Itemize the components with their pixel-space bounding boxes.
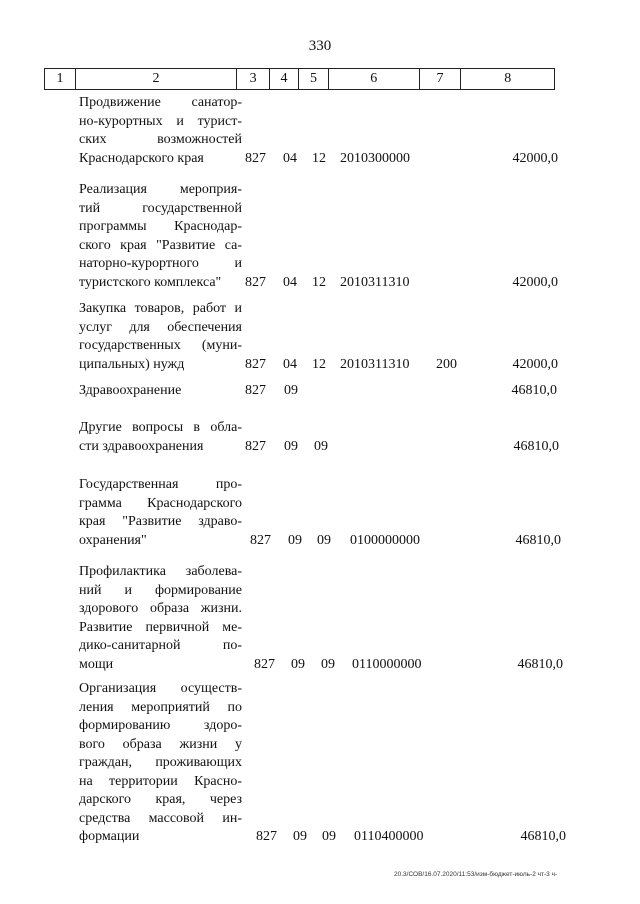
row-8-c4: 09 (293, 829, 307, 844)
row-8-description (79, 680, 242, 847)
row-1-description (79, 94, 242, 168)
row-5-c5: 09 (314, 438, 328, 454)
row-4-amount: 46810,0 (511, 383, 557, 398)
row-3-line-3: государственных (муни- (79, 338, 242, 353)
row-7-description (79, 563, 242, 674)
header-col-6: 6 (329, 69, 420, 89)
row-7-c6: 0110000000 (352, 656, 422, 672)
row-8-amount: 46810,0 (520, 829, 566, 844)
row-6-line-4: охранения" (79, 532, 147, 548)
row-6-line-2: грамма Краснодарского (79, 495, 242, 511)
page-number: 330 (308, 38, 332, 54)
row-7-line-1: Профилактика заболева- (79, 564, 242, 579)
row-5-c4: 09 (284, 438, 298, 454)
row-7-c5: 09 (321, 656, 335, 672)
row-3-c6: 2010311310 (340, 356, 410, 372)
row-3-c3: 827 (245, 356, 266, 372)
row-8-line-8: средства массовой ин- (79, 810, 242, 826)
row-7-line-3: здорового образа жизни. (79, 601, 242, 616)
row-6-description (79, 476, 242, 550)
row-1-line-3: ских возможностей (79, 132, 242, 147)
row-8-line-2: ления мероприятий по (79, 699, 242, 715)
row-7-amount: 46810,0 (517, 656, 563, 672)
row-3-amount: 42000,0 (512, 356, 558, 372)
row-7-c3: 827 (254, 656, 275, 672)
header-col-1: 1 (45, 69, 76, 89)
row-6-c5: 09 (317, 532, 331, 548)
row-8-line-3: формированию здоро- (79, 718, 242, 733)
row-1-c3: 827 (245, 150, 266, 166)
row-1-c5: 12 (312, 150, 326, 166)
row-4-line-1: Здравоохранение (79, 383, 182, 398)
row-3-c5: 12 (312, 356, 326, 372)
row-1-amount: 42000,0 (512, 150, 558, 166)
row-1-c4: 04 (283, 150, 297, 166)
row-8-line-9: формации (79, 829, 140, 844)
row-8-c6: 0110400000 (354, 829, 424, 844)
row-2-line-2: тий государственной (79, 200, 242, 216)
row-5-c3: 827 (245, 438, 266, 454)
row-2-line-4: ского края "Развитие са- (79, 237, 242, 253)
row-2-c3: 827 (245, 274, 266, 290)
row-2-line-3: программы Краснодар- (79, 219, 242, 234)
row-7-line-6: мощи (79, 656, 114, 672)
row-6-c4: 09 (288, 532, 302, 548)
table-header (44, 68, 555, 90)
row-4-c4: 09 (284, 383, 298, 398)
row-5-line-1: Другие вопросы в обла- (79, 420, 242, 435)
header-col-5: 5 (299, 69, 329, 89)
row-3-c4: 04 (283, 356, 297, 372)
row-6-amount: 46810,0 (515, 532, 561, 548)
header-col-8: 8 (504, 71, 512, 86)
row-7-line-4: Развитие первичной ме- (79, 619, 242, 635)
row-3-line-1: Закупка товаров, работ и (79, 301, 242, 316)
row-8-c5: 09 (322, 829, 336, 844)
row-3-line-4: ципальных) нужд (79, 356, 185, 372)
document-footer: 20.3/СОВ/16.07.2020/11:53/изм-бюджет-июль-2 чт-3 ч- (394, 871, 558, 878)
row-3-description (79, 300, 242, 374)
row-1-line-2: но-курортных и турист- (79, 113, 242, 129)
row-7-line-5: дико-санитарной по- (79, 638, 242, 653)
row-8-line-1: Организация осуществ- (79, 681, 242, 696)
header-col-4: 4 (270, 69, 299, 89)
row-3-c7: 200 (436, 356, 457, 372)
row-2-c5: 12 (312, 274, 326, 290)
row-5-description (79, 419, 242, 456)
row-8-line-7: дарского края, через (79, 792, 242, 807)
row-1-line-4: Краснодарского края (79, 150, 204, 166)
row-1-c6: 2010300000 (340, 150, 410, 166)
row-8-line-5: граждан, проживающих (79, 755, 242, 770)
row-4-description (79, 382, 242, 401)
row-2-c4: 04 (283, 274, 297, 290)
row-2-description (79, 181, 242, 292)
row-2-amount: 42000,0 (512, 274, 558, 290)
header-col-7: 7 (420, 69, 462, 89)
row-6-c3: 827 (250, 532, 271, 548)
header-col-3: 3 (237, 69, 270, 89)
row-8-line-4: вого образа жизни у (79, 736, 242, 752)
row-8-line-6: на территории Красно- (79, 773, 242, 789)
row-1-line-1: Продвижение санатор- (79, 95, 242, 110)
row-6-c6: 0100000000 (350, 532, 420, 548)
row-8-c3: 827 (256, 829, 277, 844)
row-5-line-2: сти здравоохранения (79, 438, 204, 454)
row-7-line-2: ний и формирование (79, 582, 242, 598)
row-6-line-1: Государственная про- (79, 477, 242, 492)
row-3-line-2: услуг для обеспечения (79, 319, 242, 335)
row-2-line-5: наторно-курортного и (79, 256, 242, 271)
row-5-amount: 46810,0 (513, 438, 559, 454)
row-7-c4: 09 (291, 656, 305, 672)
row-2-line-1: Реализация мероприя- (79, 182, 242, 197)
header-col-2: 2 (76, 69, 237, 89)
row-2-c6: 2010311310 (340, 274, 410, 290)
row-4-c3: 827 (245, 383, 266, 398)
row-6-line-3: края "Развитие здраво- (79, 514, 242, 529)
row-2-line-6: туристского комплекса" (79, 274, 222, 290)
